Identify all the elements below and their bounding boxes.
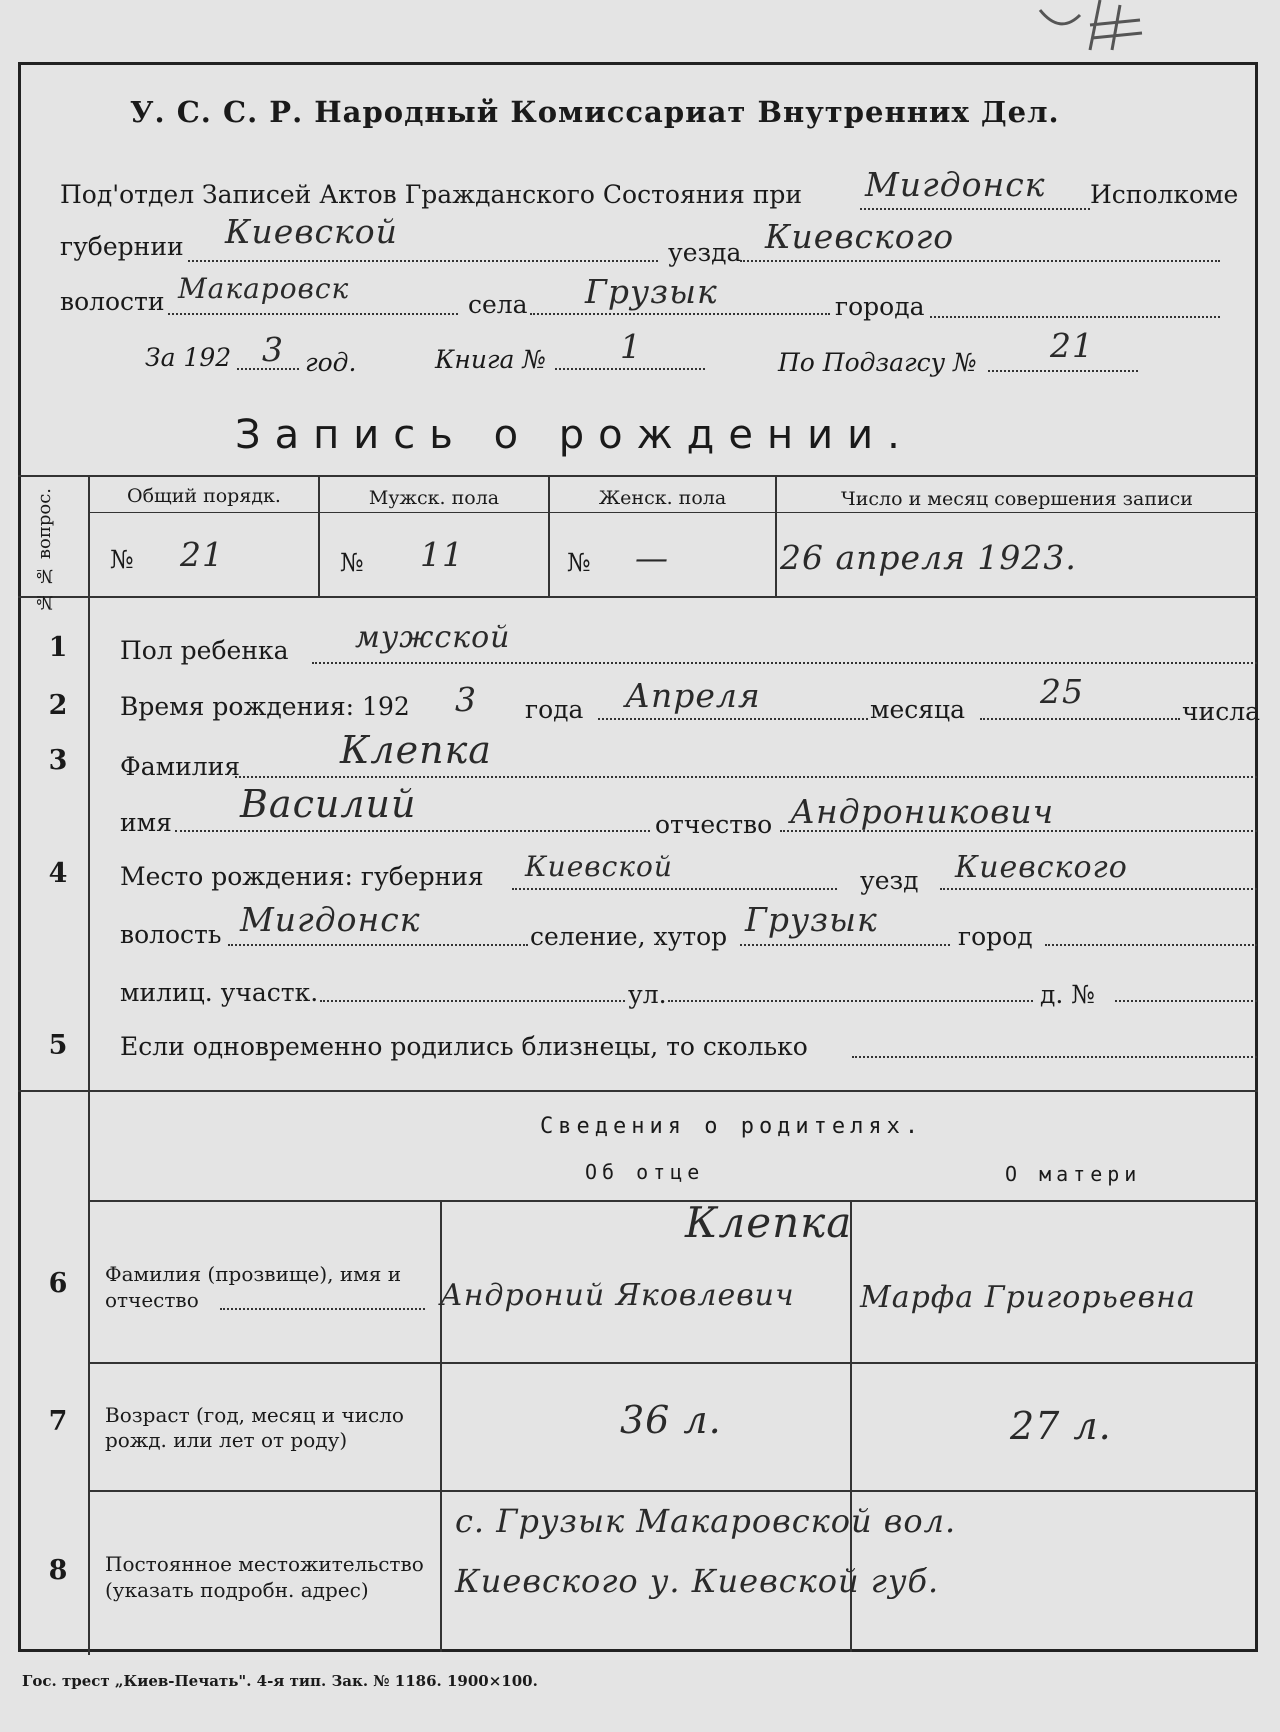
question-number-column-label: № № вопрос. (34, 488, 55, 613)
divider (18, 475, 1258, 477)
dotted-line (530, 313, 830, 315)
birth-time-label: Время рождения: 192 (120, 692, 410, 721)
surname-value: Клепка (340, 728, 492, 772)
record-date-value: 26 апреля 1923. (780, 538, 1077, 577)
selo-label: села (468, 290, 528, 319)
selo-value: Грузык (585, 272, 718, 311)
divider (88, 512, 1258, 513)
volost-label: волости (60, 287, 165, 316)
question-number: 1 (48, 632, 68, 663)
general-order-value: 21 (180, 535, 224, 574)
question-number: 4 (48, 858, 68, 889)
header-title: У. С. С. Р. Народный Комиссариат Внутренних Дел. (130, 95, 1060, 129)
book-value: 1 (620, 327, 642, 366)
sex-label: Пол ребенка (120, 636, 289, 665)
birthplace-selo-label: селение, хутор (530, 922, 728, 951)
dotted-line (320, 1000, 625, 1002)
male-order-value: 11 (420, 535, 464, 574)
female-order-value: — (635, 538, 669, 577)
corner-pencil-mark (1030, 0, 1170, 60)
birthplace-volost-label: волость (120, 920, 222, 949)
parents-heading: Сведения о родителях. (540, 1114, 924, 1139)
q8-label-line1: Постоянное местожительство (105, 1552, 424, 1576)
dotted-line (235, 776, 1257, 778)
question-number: 2 (48, 690, 68, 721)
mother-name-value: Марфа Григорьевна (860, 1280, 1196, 1315)
dotted-line (988, 370, 1138, 372)
column-header-general: Общий порядк. (127, 485, 281, 507)
birthplace-volost-value: Мигдонск (240, 900, 421, 939)
mother-column-label: О матери (1005, 1162, 1142, 1186)
q7-label-line2: рожд. или лет от роду) (105, 1428, 348, 1452)
column-header-male: Мужск. пола (368, 487, 500, 509)
dotted-line (980, 718, 1180, 720)
patronymic-label: отчество (655, 810, 773, 839)
dotted-line (175, 830, 650, 832)
dotted-line (228, 944, 528, 946)
question-number: 8 (48, 1555, 68, 1586)
no-sign: № (110, 545, 134, 574)
birthplace-uezd-label: уезд (860, 866, 919, 895)
divider (88, 1200, 1258, 1202)
father-age-value: 36 л. (620, 1398, 722, 1442)
divider (88, 475, 90, 1655)
column-header-record-date: Число и месяц совершения записи (841, 488, 1193, 510)
dotted-line (312, 662, 1257, 664)
birth-day-value: 25 (1040, 672, 1084, 711)
subregistry-value: 21 (1050, 326, 1094, 365)
q6-label-line1: Фамилия (прозвище), имя и (105, 1262, 402, 1286)
divider (88, 1362, 1258, 1364)
birthplace-uezd-value: Киевского (955, 850, 1128, 885)
dotted-line (188, 260, 658, 262)
dotted-line (940, 888, 1257, 890)
militia-district-label: милиц. участк. (120, 978, 319, 1007)
subdepartment-label: Под'отдел Записей Актов Гражданского Состояния при (60, 180, 803, 209)
dotted-line (220, 1308, 425, 1310)
birthplace-guberniya-value: Киевской (525, 850, 673, 883)
sex-value: мужской (355, 620, 511, 655)
q6-label-line2: отчество (105, 1288, 199, 1312)
parents-surname-value: Клепка (685, 1198, 853, 1247)
dotted-line (852, 1056, 1257, 1058)
address-line2-value: Киевского у. Киевской губ. (455, 1562, 940, 1600)
dotted-line (740, 944, 950, 946)
dotted-line (168, 313, 458, 315)
question-number: 6 (48, 1268, 68, 1299)
dotted-line (930, 316, 1220, 318)
dotted-line (860, 208, 1090, 210)
year-word-label: года (525, 695, 584, 724)
street-label: ул. (628, 980, 667, 1009)
dotted-line (740, 260, 1220, 262)
printer-footer: Гос. трест „Киев-Печать". 4-я тип. Зак. № 1186. 1900×100. (22, 1672, 538, 1690)
divider (18, 596, 1258, 598)
dotted-line (598, 718, 868, 720)
year-suffix: год. (305, 348, 357, 377)
day-word-label: числа (1182, 697, 1260, 726)
q7-label-line1: Возраст (год, месяц и число (105, 1403, 404, 1427)
patronymic-value: Андроникович (790, 792, 1055, 831)
name-value: Василий (240, 782, 417, 826)
divider (18, 1090, 1258, 1092)
column-header-female: Женск. пола (598, 487, 727, 509)
house-number-label: д. № (1040, 980, 1095, 1009)
gorod-label: города (835, 292, 925, 321)
divider (88, 1490, 1258, 1492)
month-word-label: месяца (870, 695, 965, 724)
dotted-line (1045, 944, 1257, 946)
twins-label: Если одновременно родились близнецы, то сколько (120, 1032, 808, 1061)
birth-year-value: 3 (455, 680, 477, 719)
dotted-line (668, 1000, 1033, 1002)
guberniya-label: губернии (60, 232, 184, 261)
no-sign: № (567, 548, 591, 577)
question-number: 3 (48, 745, 68, 776)
birth-month-value: Апреля (625, 676, 761, 715)
year-label: За 192 (145, 343, 232, 372)
volost-value: Макаровск (178, 272, 350, 305)
uezd-label: уезда (668, 238, 742, 267)
birthplace-label: Место рождения: губерния (120, 862, 484, 891)
question-number: 7 (48, 1406, 68, 1437)
father-column-label: Об отце (585, 1160, 705, 1184)
name-label: имя (120, 808, 172, 837)
uezd-value: Киевского (765, 217, 955, 256)
mother-age-value: 27 л. (1010, 1404, 1112, 1448)
dotted-line (1115, 1000, 1257, 1002)
question-number: 5 (48, 1030, 68, 1061)
address-line1-value: с. Грузык Макаровской вол. (455, 1502, 957, 1540)
no-sign: № (340, 548, 364, 577)
year-value: 3 (262, 330, 284, 369)
book-label: Книга № (435, 345, 547, 374)
birthplace-selo-value: Грузык (745, 900, 878, 939)
executive-committee-suffix: Исполкоме (1090, 180, 1239, 209)
dotted-line (555, 368, 705, 370)
divider (440, 1200, 442, 1652)
father-name-value: Андроний Яковлевич (440, 1278, 795, 1313)
guberniya-value: Киевской (225, 212, 398, 251)
record-title: Запись о рождении. (235, 412, 914, 458)
q8-label-line2: (указать подробн. адрес) (105, 1578, 369, 1602)
surname-label: Фамилия (120, 752, 241, 781)
subregistry-label: По Подзагсу № (778, 348, 977, 377)
executive-committee-value: Мигдонск (865, 165, 1046, 204)
dotted-line (512, 888, 837, 890)
birthplace-gorod-label: город (958, 922, 1033, 951)
